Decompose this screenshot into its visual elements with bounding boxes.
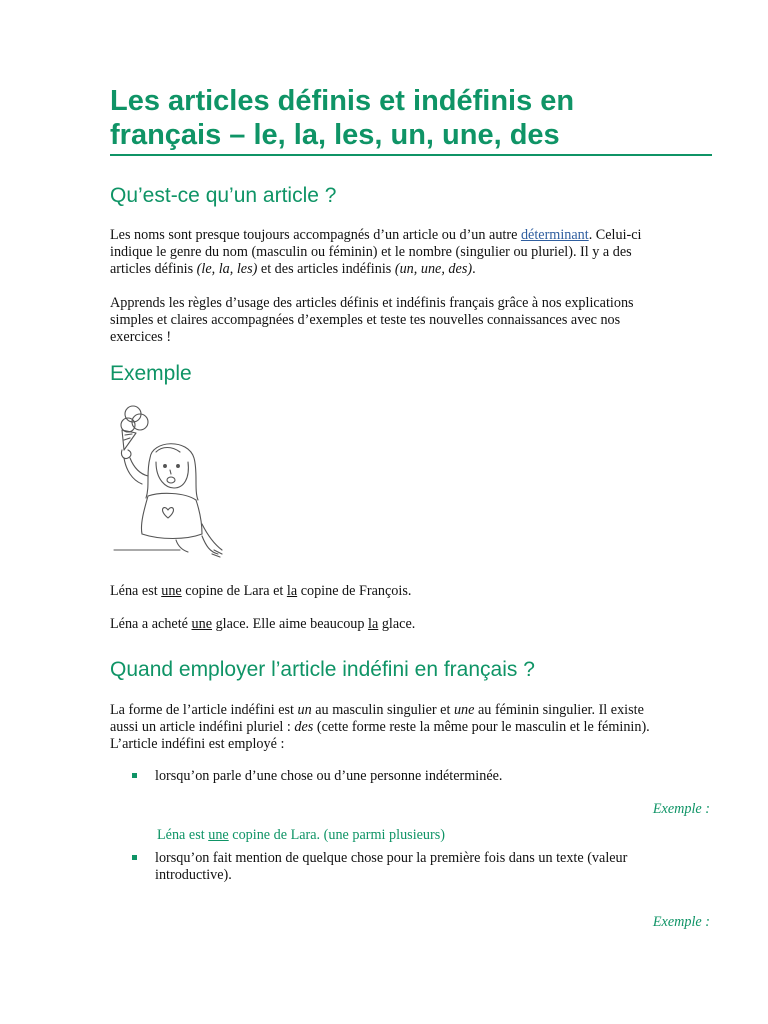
italic-run: (le, la, les) <box>196 261 258 277</box>
text-run: au féminin singulier. Il existe <box>474 702 644 718</box>
indefini-line-1 <box>110 702 715 719</box>
text-run: glace. <box>378 616 416 632</box>
intro-line-1 <box>110 227 715 244</box>
learn-line-2: simples et claires accompagnées d’exemples et teste tes nouvelles connaissances avec nos <box>110 312 621 328</box>
italic-run: des <box>294 719 314 735</box>
intro-line-2: indique le genre du nom (masculin ou féminin) et le nombre (singulier ou pluriel). Il y a des <box>110 244 632 260</box>
text-run: copine de Lara et <box>181 583 287 599</box>
text-line: lorsqu’on parle d’une chose ou d’une personne indéterminée. <box>155 768 503 784</box>
example-sentence-1 <box>110 583 715 600</box>
text-run: copine de François. <box>297 583 412 599</box>
indefini-line-3: L’article indéfini est employé : <box>110 736 285 752</box>
text-run: . Celui-ci <box>588 227 642 243</box>
text-line: introductive). <box>155 867 232 883</box>
italic-run: un <box>297 702 312 718</box>
sentence-line <box>110 616 715 633</box>
list-item-text <box>155 768 715 785</box>
text-run: aussi un article indéfini pluriel : <box>110 719 295 735</box>
list-item-text <box>155 850 715 884</box>
section-heading-article: Qu’est-ce qu’un article ? <box>110 184 337 207</box>
text-run: Léna est <box>157 827 209 843</box>
text-run: au masculin singulier et <box>311 702 454 718</box>
girl-with-ice-cream-illustration <box>110 400 225 560</box>
bullet-square-icon <box>132 773 137 778</box>
example-sentence-2 <box>110 616 715 633</box>
learn-line-3: exercices ! <box>110 329 172 345</box>
example-label: Exemple : <box>652 914 710 930</box>
bullet-square-icon <box>132 855 137 860</box>
indefini-line-2 <box>110 719 715 736</box>
text-run: . <box>472 261 476 277</box>
title-line-1: Les articles définis et indéfinis en <box>110 85 575 117</box>
learn-line-1: Apprends les règles d’usage des articles définis et indéfinis français grâce à nos explications <box>110 295 634 311</box>
article-la: la <box>368 616 379 632</box>
intro-paragraph <box>110 227 715 278</box>
example-sentence-3 <box>157 827 445 844</box>
text-run: Les noms sont presque toujours accompagnés d’un article ou d’un autre <box>110 227 521 243</box>
text-run: Léna est <box>110 583 162 599</box>
page-title <box>110 84 712 156</box>
intro-line-3 <box>110 261 715 278</box>
article-une: une <box>191 616 213 632</box>
text-run: articles définis <box>110 261 197 277</box>
example-label: Exemple : <box>652 801 710 817</box>
text-run: (cette forme reste la même pour le masculin et le féminin). <box>313 719 650 735</box>
text-run: copine de Lara. (une parmi plusieurs) <box>228 827 445 843</box>
sentence-line <box>110 583 715 600</box>
learn-paragraph <box>110 295 715 346</box>
text-run: La forme de l’article indéfini est <box>110 702 298 718</box>
section-heading-exemple: Exemple <box>110 362 192 385</box>
italic-run: (un, une, des) <box>394 261 473 277</box>
text-run: Léna a acheté <box>110 616 192 632</box>
article-la: la <box>286 583 298 599</box>
title-line-2: français – le, la, les, un, une, des <box>110 119 560 151</box>
indefini-paragraph <box>110 702 715 753</box>
text-line: lorsqu’on fait mention de quelque chose pour la première fois dans un texte (valeur <box>155 850 628 866</box>
determinant-link[interactable]: déterminant <box>520 227 589 243</box>
section-heading-indefini: Quand employer l’article indéfini en français ? <box>110 658 535 681</box>
text-run: et des articles indéfinis <box>257 261 395 277</box>
article-une: une <box>161 583 182 599</box>
italic-run: une <box>453 702 475 718</box>
text-run: glace. Elle aime beaucoup <box>212 616 369 632</box>
article-une: une <box>208 827 229 843</box>
